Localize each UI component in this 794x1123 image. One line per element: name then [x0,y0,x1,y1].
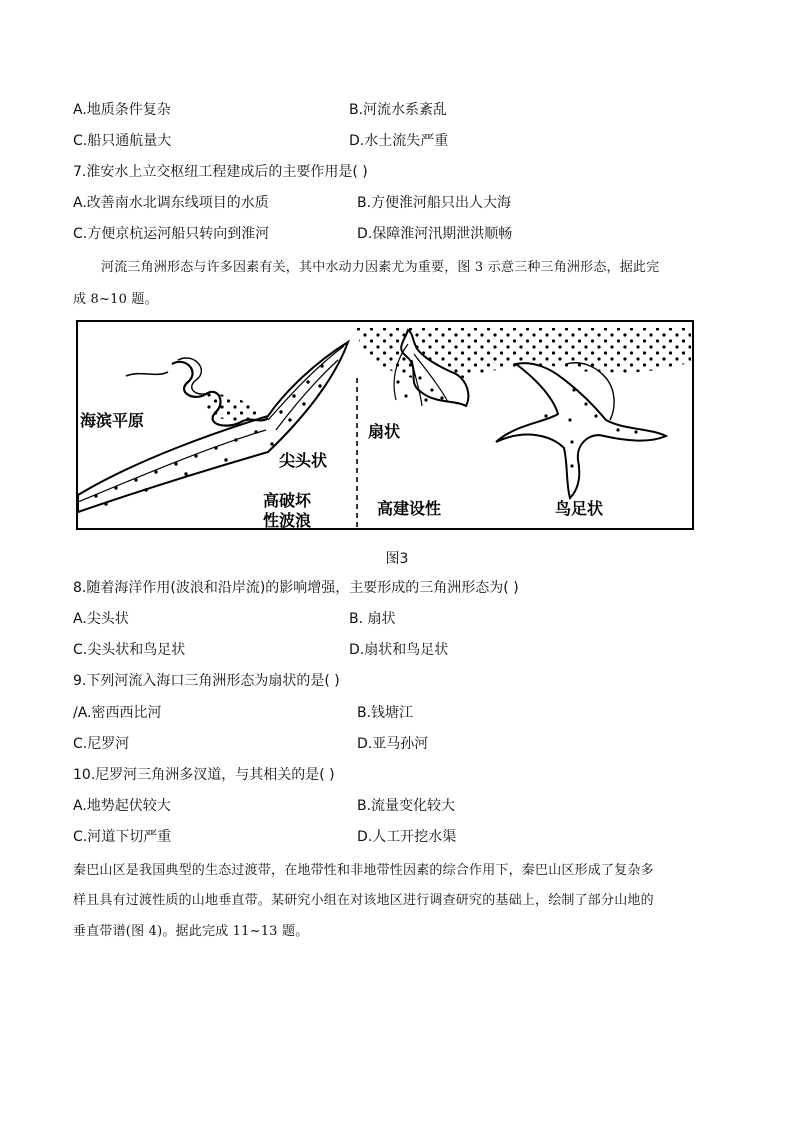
q9-stem: 9.下列河流入海口三角洲形态为扇状的是( ) [73,673,340,689]
q7-option-b: B.方便淮河船只出人大海 [357,195,512,211]
label-destructive-waves-2: 性波浪 [263,511,312,530]
q6-option-d: D.水土流失严重 [349,133,449,149]
qinba-intro-line-3: 垂直带谱(图 4)。据此完成 11~13 题。 [73,924,309,939]
q8-option-d: D.扇状和鸟足状 [349,642,449,658]
figure-3-delta-shapes [76,320,694,530]
q7-option-c: C.方便京杭运河船只转向到淮河 [73,226,270,242]
q10-option-c: C.河道下切严重 [73,829,172,845]
label-birdfoot: 鸟足状 [555,499,604,518]
q10-option-a: A.地势起伏较大 [73,798,171,814]
q7-option-d: D.保障淮河汛期泄洪顺畅 [357,226,513,242]
q10-option-d: D.人工开挖水渠 [357,829,457,845]
qinba-intro-line-2: 样且具有过渡性质的山地垂直带。某研究小组在对该地区进行调查研究的基础上，绘制了部分山地的 [73,893,654,908]
q7-option-a: A.改善南水北调东线项目的水质 [73,195,269,211]
q10-option-b: B.流量变化较大 [357,798,456,814]
label-destructive-waves-1: 高破坏 [263,491,312,510]
label-fan: 扇状 [368,422,401,441]
q8-option-b: B. 扇状 [349,611,396,627]
label-cuspate: 尖头状 [279,451,328,470]
q7-stem: 7.淮安水上立交枢纽工程建成后的主要作用是( ) [73,164,368,180]
figure-3-caption: 图3 [385,551,409,567]
delta-intro-line-2: 成 8~10 题。 [73,292,158,307]
q8-stem: 8.随着海洋作用(波浪和沿岸流)的影响增强，主要形成的三角洲形态为( ) [73,580,519,596]
q9-option-b: B.钱塘江 [357,705,414,721]
label-coastal-plain: 海滨平原 [80,411,145,430]
q6-option-b: B.河流水系紊乱 [349,102,448,118]
delta-intro-line-1: 河流三角洲形态与许多因素有关，其中水动力因素尤为重要，图 3 示意三种三角洲形态，据此完 [101,260,660,275]
q6-option-c: C.船只通航量大 [73,133,172,149]
q9-option-d: D.亚马孙河 [357,736,429,752]
qinba-intro-line-1: 秦巴山区是我国典型的生态过渡带，在地带性和非地带性因素的综合作用下，秦巴山区形成了复杂多 [73,863,654,878]
q9-option-a: /A.密西西比河 [73,705,162,721]
q9-option-c: C.尼罗河 [73,736,130,752]
label-constructive: 高建设性 [377,499,442,518]
q6-option-a: A.地质条件复杂 [73,102,171,118]
q8-option-c: C.尖头状和鸟足状 [73,642,186,658]
q8-option-a: A.尖头状 [73,611,129,627]
q10-stem: 10.尼罗河三角洲多汊道，与其相关的是( ) [73,767,335,783]
